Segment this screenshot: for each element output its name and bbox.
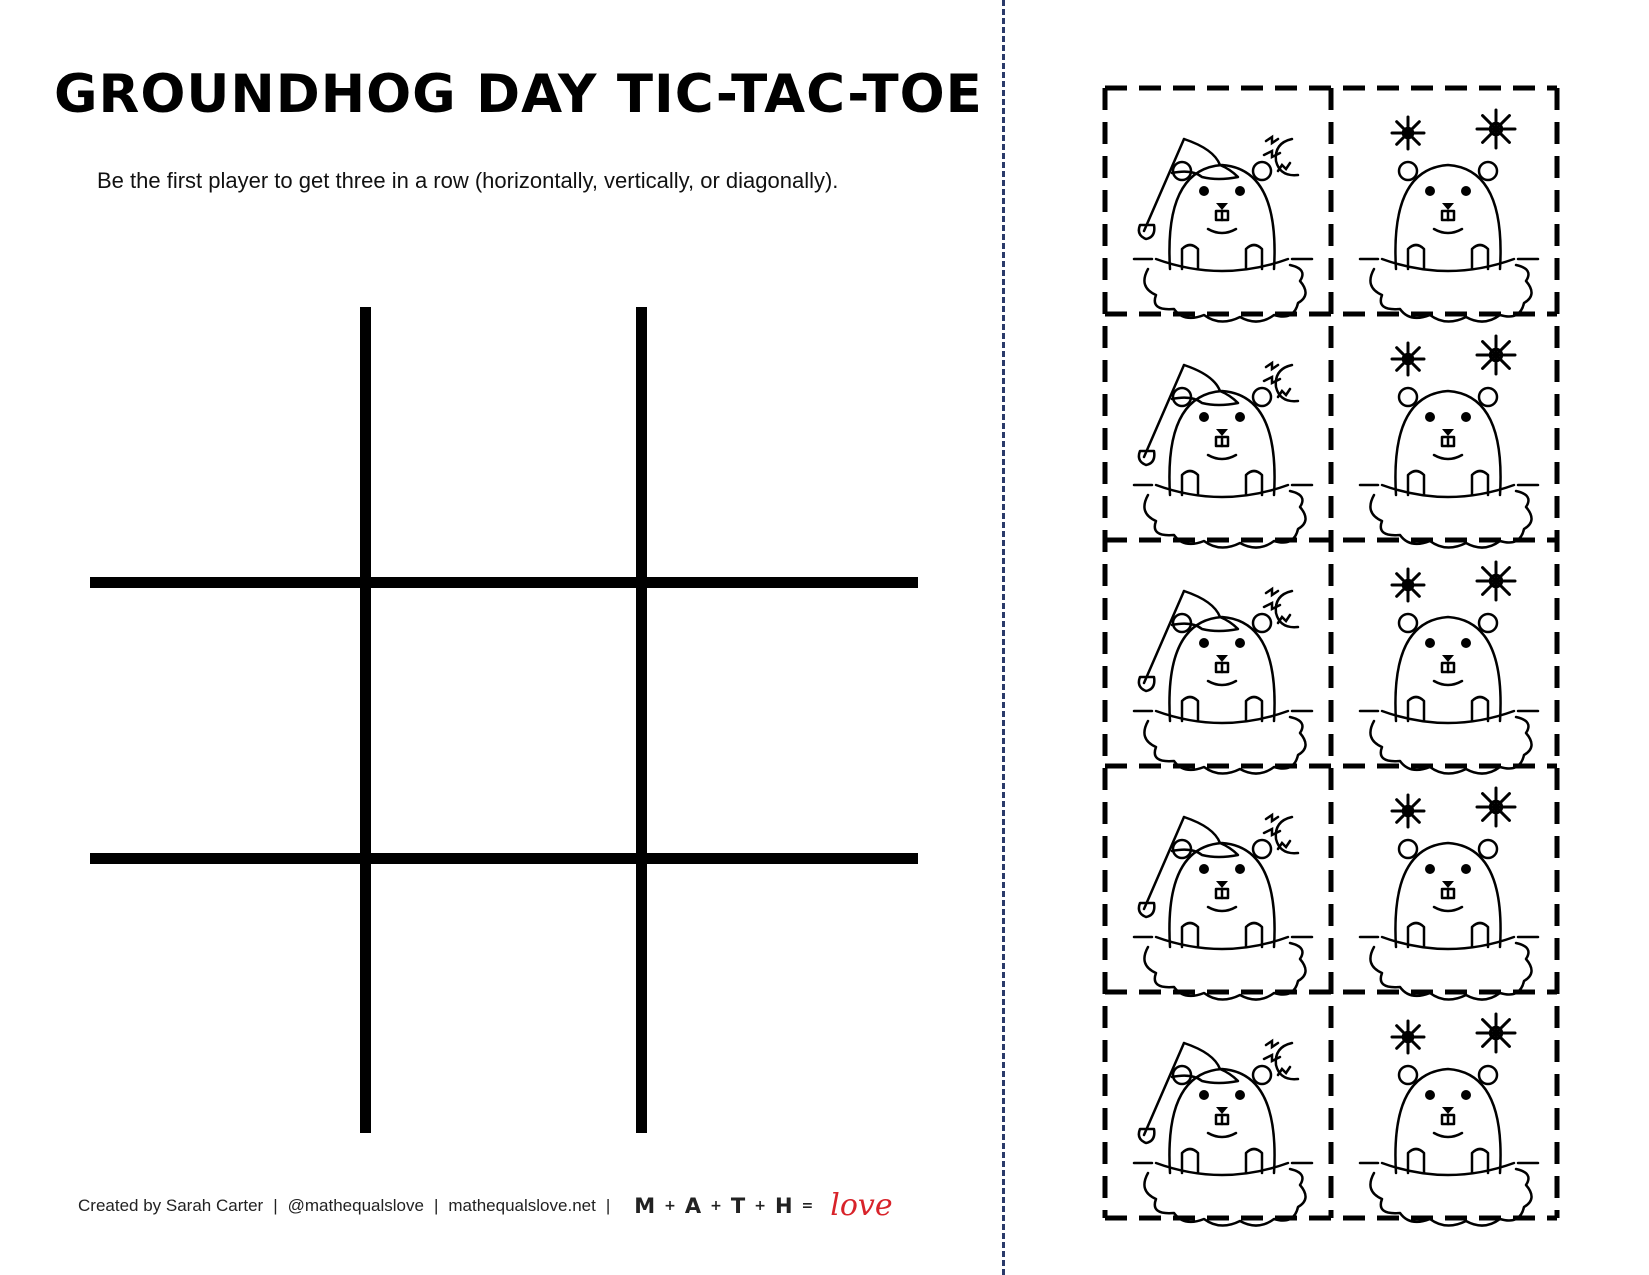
logo-letter: H bbox=[774, 1193, 793, 1218]
page-title: GROUNDHOG DAY TIC-TAC-TOE bbox=[54, 64, 983, 125]
groundhog-with-snowflakes-icon bbox=[1360, 110, 1538, 322]
logo-letter: M bbox=[634, 1193, 656, 1218]
groundhog-with-snowflakes-icon bbox=[1360, 562, 1538, 774]
groundhog-with-flag-and-sun-icon bbox=[1134, 137, 1312, 322]
logo-plus: + bbox=[710, 1197, 722, 1214]
groundhog-with-flag-and-sun-icon bbox=[1134, 589, 1312, 774]
footer-separator: | bbox=[273, 1195, 278, 1215]
logo-letter: A bbox=[684, 1193, 702, 1218]
game-instructions: Be the first player to get three in a row (horizontally, vertically, or diagonally). bbox=[97, 168, 839, 193]
footer-handle: @mathequalslove bbox=[287, 1195, 424, 1215]
logo-equals: = bbox=[801, 1197, 814, 1214]
footer-separator: | bbox=[605, 1195, 611, 1215]
groundhog-with-snowflakes-icon bbox=[1360, 788, 1538, 1000]
groundhog-with-flag-and-sun-icon bbox=[1134, 815, 1312, 1000]
logo-letter: T bbox=[730, 1193, 746, 1218]
groundhog-with-snowflakes-icon bbox=[1360, 336, 1538, 548]
footer-author: Created by Sarah Carter bbox=[78, 1195, 264, 1215]
groundhog-with-snowflakes-icon bbox=[1360, 1014, 1538, 1226]
footer-website: mathequalslove.net bbox=[448, 1195, 596, 1215]
logo-plus: + bbox=[754, 1197, 766, 1214]
logo-plus: + bbox=[664, 1197, 676, 1214]
groundhog-with-flag-and-sun-icon bbox=[1134, 1041, 1312, 1226]
groundhog-with-flag-and-sun-icon bbox=[1134, 363, 1312, 548]
footer-separator: | bbox=[433, 1195, 439, 1215]
logo-word: love bbox=[830, 1188, 893, 1223]
